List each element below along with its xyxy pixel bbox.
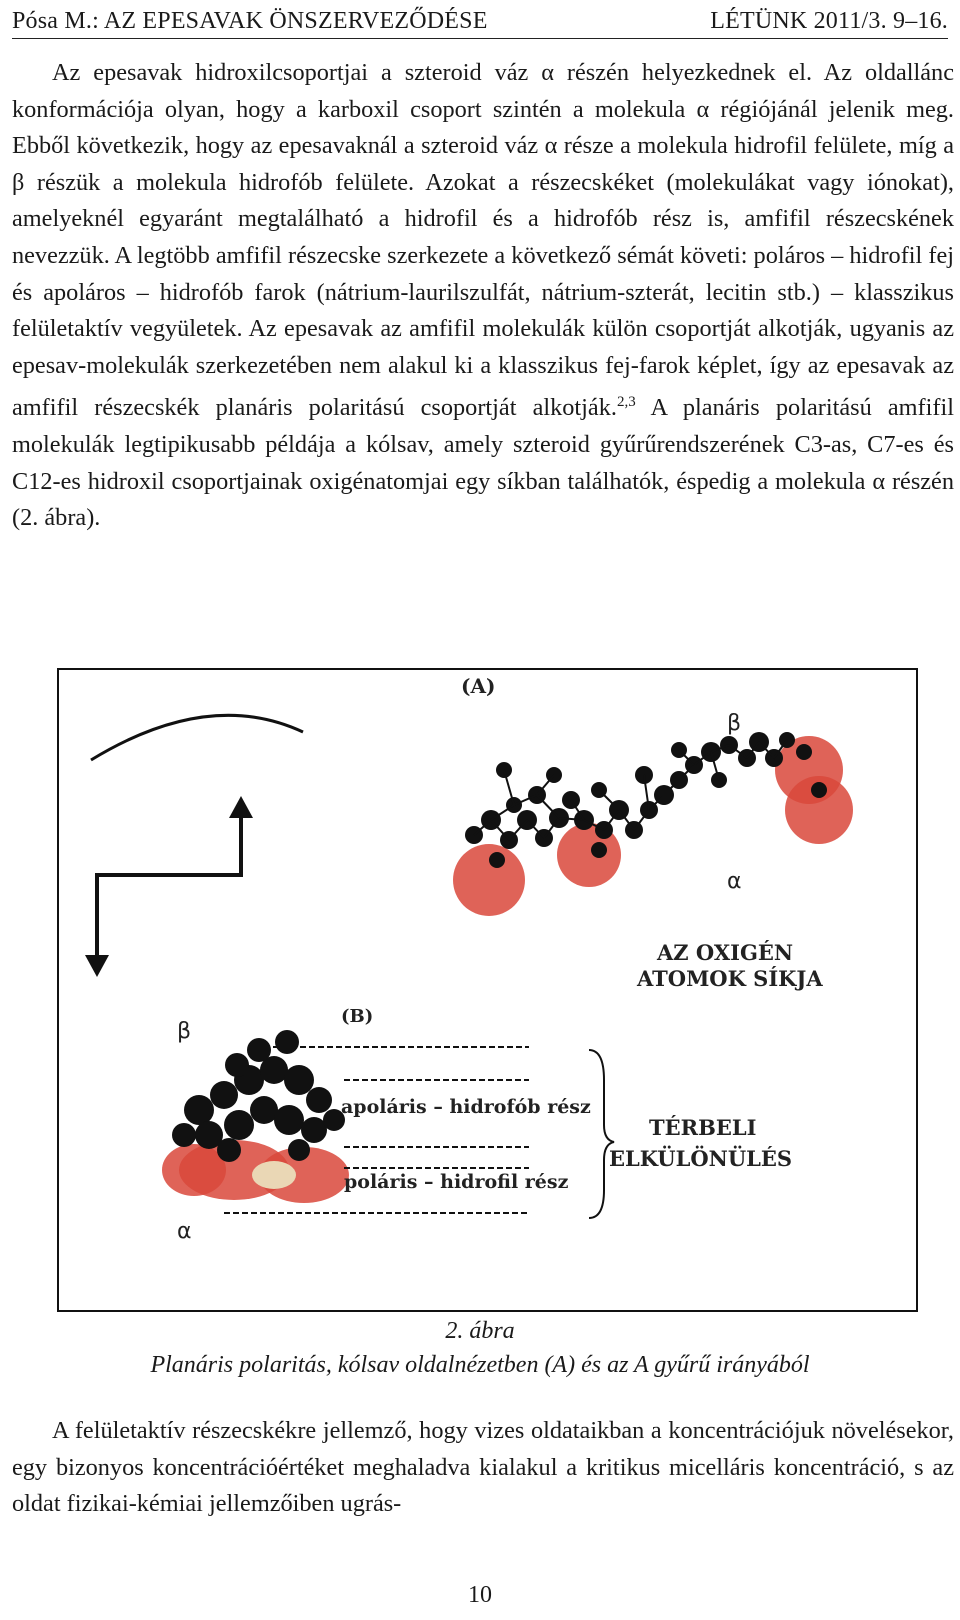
label-a: (A) [461,674,496,698]
paragraph-1-text: Az epesavak hidroxilcsoportjai a szteroid váz α részén helyezkednek el. Az oldallánc konformációja olyan, hogy a karboxil csoport szintén a molekula α régiójánál jelenik meg. Ebből következik, hogy az epesavaknál a szteroid váz α része a molekula hidrofil felülete, míg a β részük a molekula hidrofób felülete. Azokat a részecskéket (molekulákat vagy iónokat), amelyeknél egyaránt megtalálható a hidrofil és a hidrofób rész is, amfifil részecskének nevezzük. A legtöbb amfifil részecske szerkezete a következő sémát követi: poláros – hidrofil fej és apoláros – hidrofób farok (nátrium-laurilszulfát, nátrium-szterát, lecitin stb.) – klasszikus felületaktív vegyületek. Az epesavak az amfifil molekulák külön csoportját alkotják, ugyanis az epesav-molekulák szerkezetében nem alakul ki a klasszikus fej-farok képlet, így az epesavak az amfifil részecskék planáris polaritású csoportját alkotják. [12,59,954,422]
oxygen-plane-line1: AZ OXIGÉN [657,940,794,965]
running-header [12,4,948,39]
body-paragraph-2 [12,1413,954,1523]
polar-label: poláris – hidrofil rész [344,1171,569,1193]
body-paragraph-1 [12,55,954,537]
molecule-b-oxygens [162,1140,349,1203]
arrow-head-up-icon [229,796,253,818]
figure-caption-text: Planáris polaritás, kólsav oldalnézetben (A) és az A gyűrű irányából [150,1352,810,1378]
label-b: (B) [341,1006,374,1027]
paragraph-2-text: A felületaktív részecskékre jellemző, hogy vizes oldataikban a koncentrációjuk növelésekor, egy bizonyos koncentrációértéket meghaladva kialakul a kritikus micelláris koncentráció, s az oldat fizikai-kémiai jellemzőiben ugrás- [12,1417,954,1518]
label-alpha-top: α [727,869,742,894]
curve-line [91,715,303,760]
brace-icon [589,1050,614,1218]
separation-line1: TÉRBELI [649,1115,757,1140]
figure-2 [57,668,918,1312]
molecule-a-oxygens [453,736,853,916]
step-arrow-line [97,815,241,960]
molecule-b-carbons [172,1030,345,1162]
label-beta-top: β [727,711,742,736]
label-alpha-bottom: α [177,1219,192,1244]
oxygen-plane-line2: ATOMOK SÍKJA [637,966,823,991]
header-left: Pósa M.: AZ EPESAVAK ÖNSZERVEZŐDÉSE [12,7,488,34]
header-right: LÉTÜNK 2011/3. 9–16. [710,7,948,34]
page-number: 10 [468,1582,492,1608]
separation-line2: ELKÜLÖNÜLÉS [609,1146,793,1171]
paragraph-1-continuation: A planáris polaritású amfifil molekulák legtipikusabb példája a kólsav, amely szteroid gyűrűrendszerének C3-as, C7-es és C12-es hidroxil csoportjainak oxigénatomjai egy síkban találhatók, éspedig a molekula α részén (2. ábra). [12,394,954,532]
figure-caption-number: 2. ábra [445,1318,515,1344]
arrow-head-down-icon [85,955,109,977]
citation-ref: 2,3 [616,394,636,411]
apolar-label: apoláris – hidrofób rész [341,1096,591,1118]
label-beta-bottom: β [177,1019,192,1044]
molecule-a-carbons [465,732,827,868]
figure-drawing [59,670,916,1310]
